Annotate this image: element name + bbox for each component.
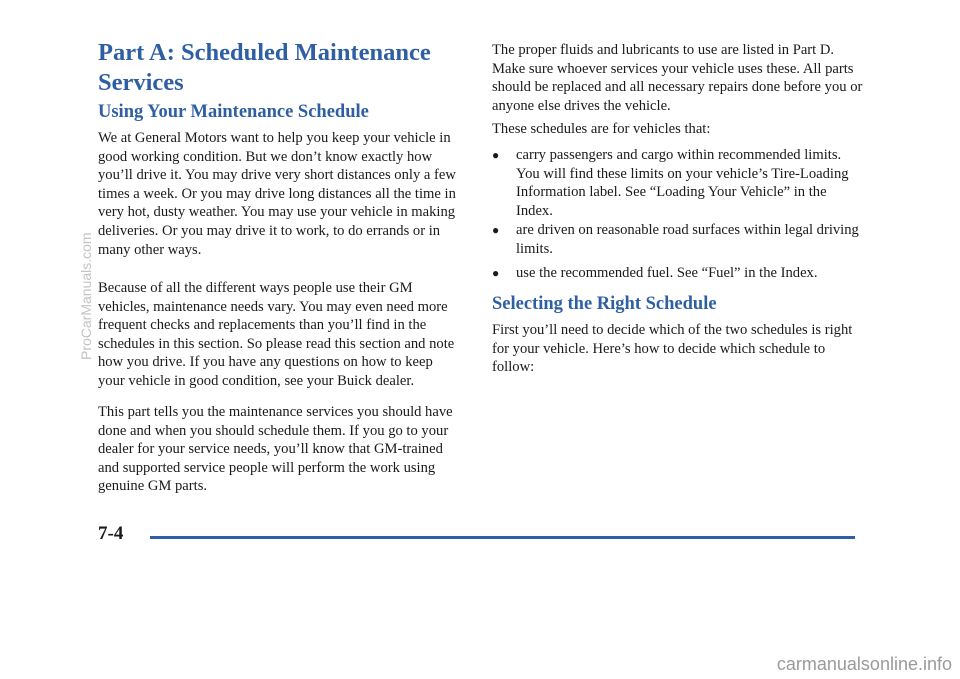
footer-rule [150, 536, 855, 539]
left-paragraph-3: This part tells you the maintenance services you should have done and when you should schedule them. If you go to your dealer for your service needs, you’ll know that GM-trained and supported service people will perform the work using genuine GM parts. [98, 404, 453, 495]
subheading-selecting-schedule: Selecting the Right Schedule [492, 294, 717, 314]
bullet-icon: ● [492, 223, 500, 237]
bullet-icon: ● [492, 148, 500, 162]
bullet-text: carry passengers and cargo within recommended limits. You will find these limits on your vehicle’s Tire-Loading Information label. See “Loading Your Vehicle” in the Index. [516, 147, 849, 219]
bullet-icon: ● [492, 266, 500, 280]
side-watermark: ProCarManuals.com [78, 232, 94, 360]
page-number: 7-4 [98, 523, 124, 544]
bullet-item [492, 264, 864, 283]
bullet-item [492, 221, 864, 258]
bullet-text: are driven on reasonable road surfaces within legal driving limits. [516, 222, 859, 257]
bullet-item [492, 146, 864, 220]
bullet-text: use the recommended fuel. See “Fuel” in the Index. [516, 265, 818, 281]
site-watermark: carmanualsonline.info [776, 654, 952, 674]
right-paragraph-3: First you’ll need to decide which of the two schedules is right for your vehicle. Here’s how to decide which schedule to follow: [492, 322, 853, 376]
subheading-using-schedule: Using Your Maintenance Schedule [98, 102, 369, 122]
right-paragraph-2: These schedules are for vehicles that: [492, 121, 711, 137]
left-paragraph-2: Because of all the different ways people use their GM vehicles, maintenance needs vary. You may even need more frequent checks and replacements than you’ll find in the schedules in this section. So please read this section and note how you drive. If you have any questions on how to keep your vehicle in good condition, see your Buick dealer. [98, 280, 455, 389]
left-paragraph-1: We at General Motors want to help you keep your vehicle in good working condition. But we don’t know exactly how you’ll drive it. You may drive very short distances only a few times a week. Or you may drive long distances all the time in very hot, dusty weather. You may use your vehicle in making deliveries. Or you may drive it to work, to do errands or in many other ways. [98, 130, 456, 258]
section-title: Part A: Scheduled Maintenance Services [98, 39, 431, 96]
right-paragraph-1: The proper fluids and lubricants to use are listed in Part D. Make sure whoever services your vehicle uses these. All parts should be replaced and all necessary repairs done before you or anyone else drives the vehicle. [492, 42, 863, 114]
